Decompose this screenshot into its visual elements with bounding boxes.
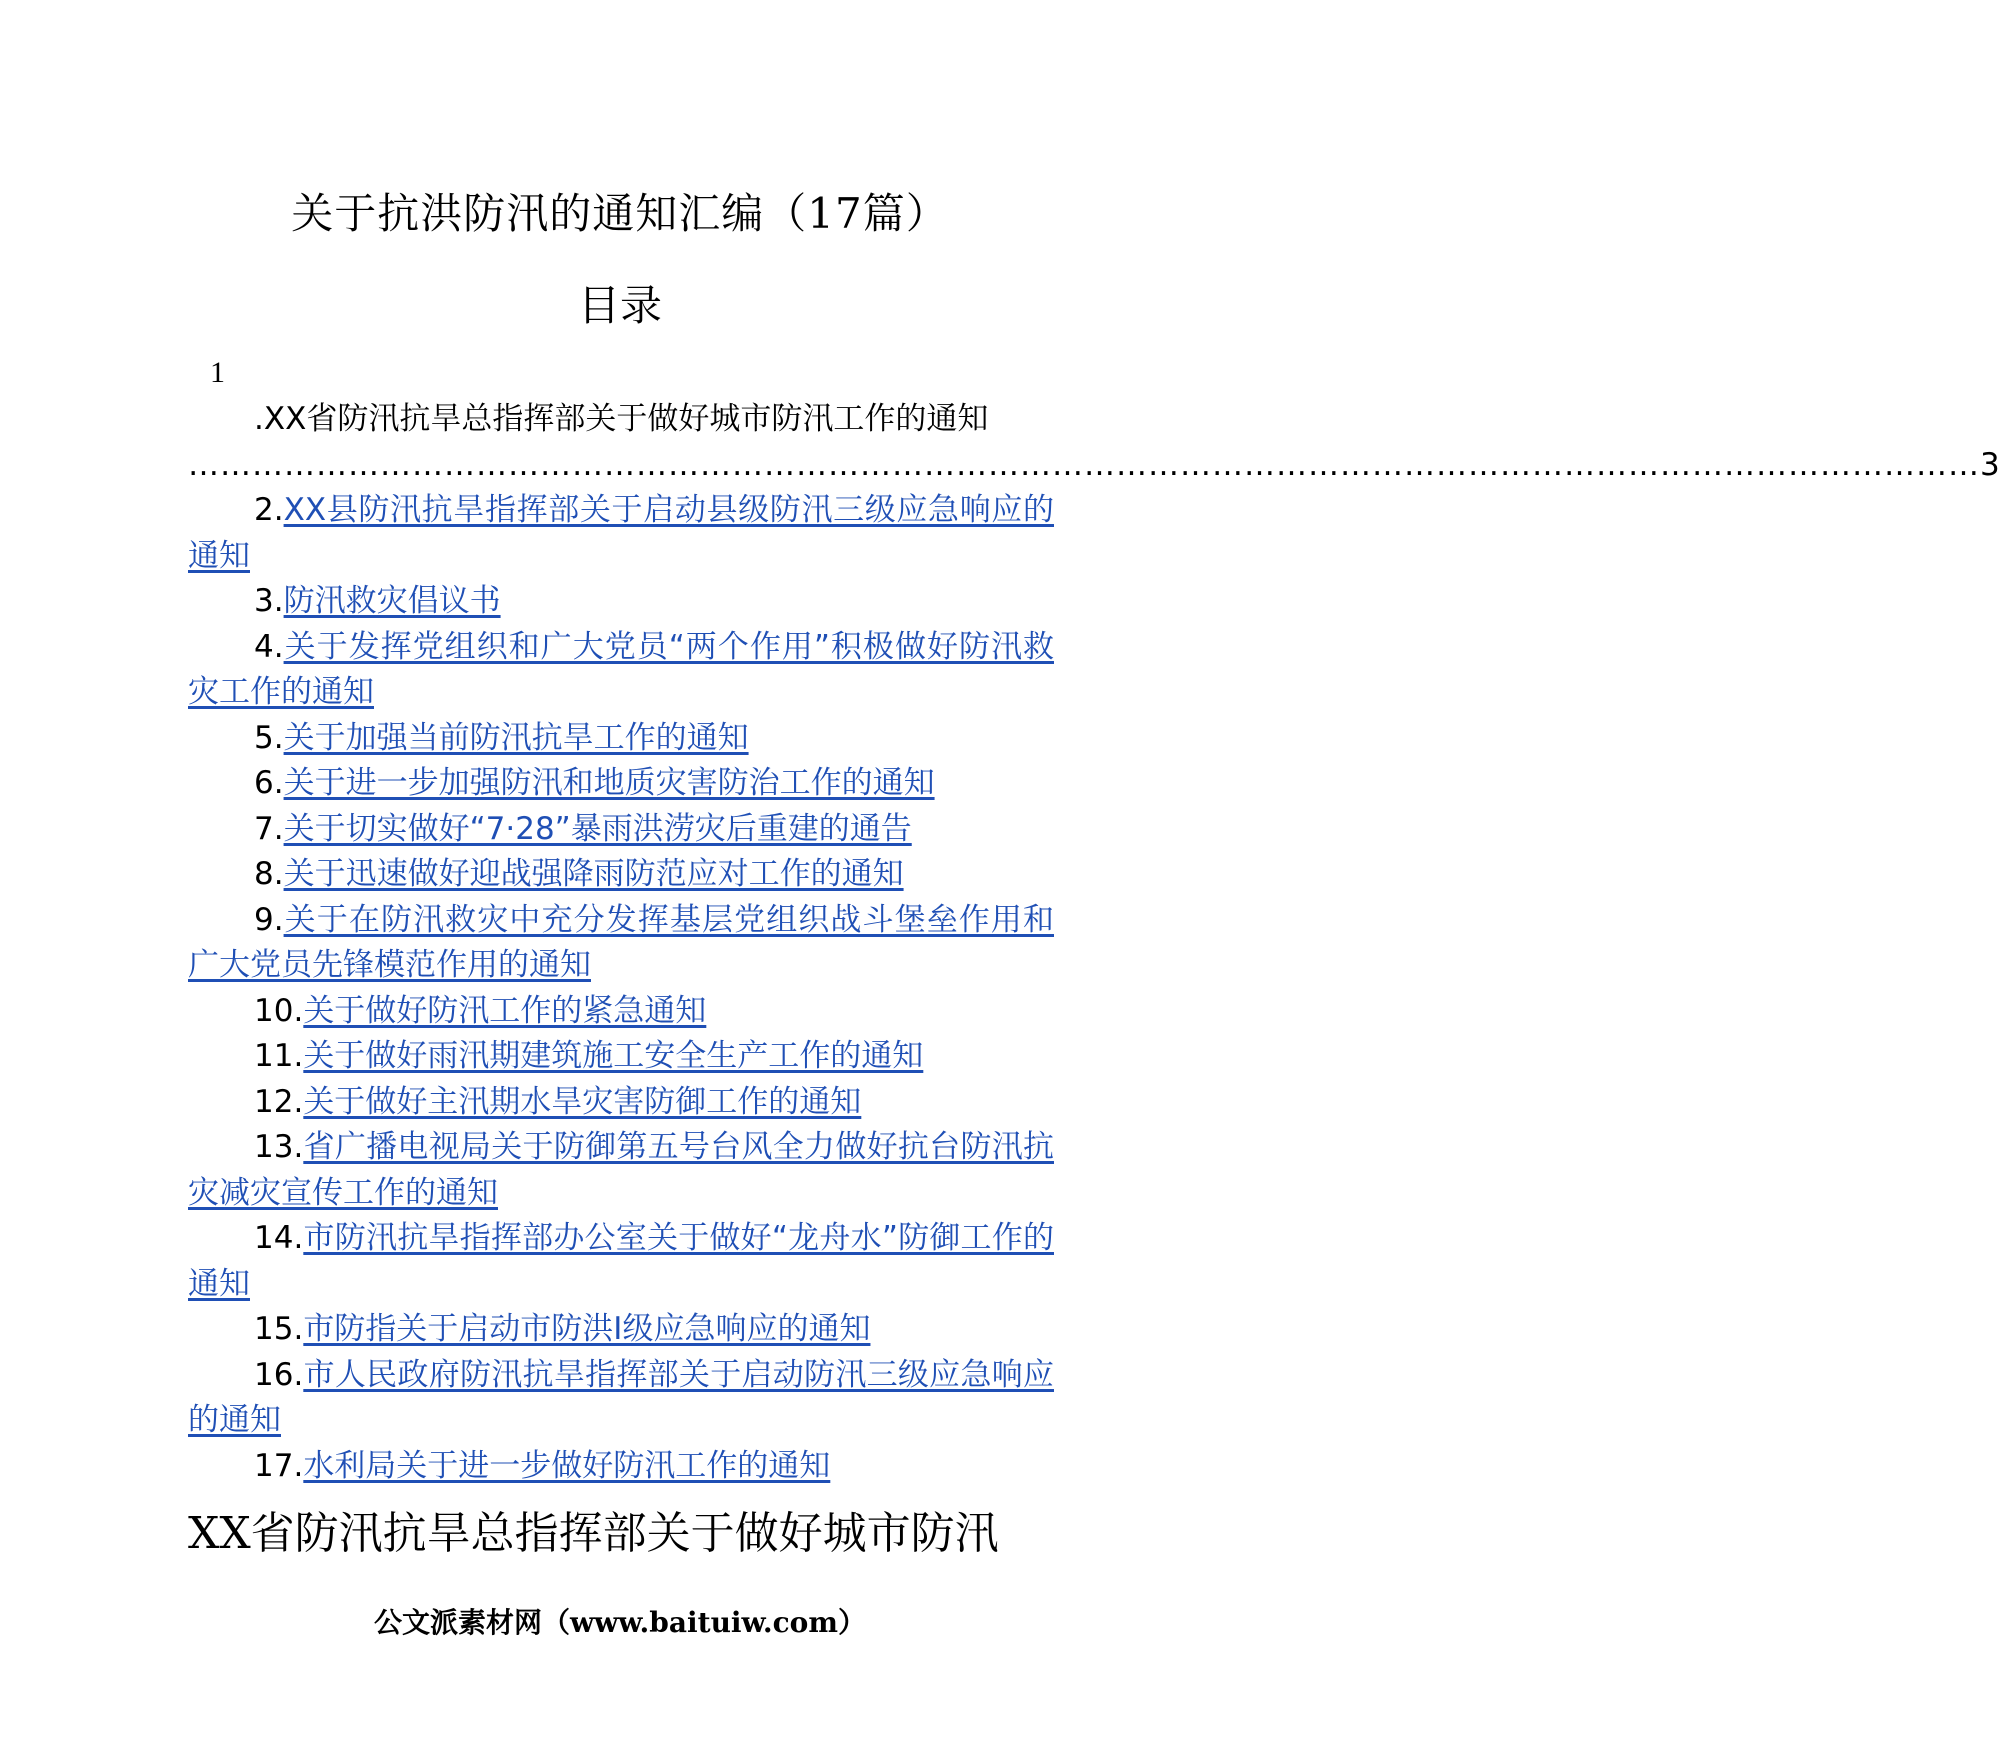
table-of-contents [188,355,2000,1489]
toc-item [188,1216,1054,1307]
toc-item-number: 3. [254,583,284,619]
toc-item [188,625,1054,716]
section-heading-text: 省防汛抗旱总指挥部关于做好城市防汛 [250,1508,999,1559]
toc-item-link[interactable]: 关于做好主汛期水旱灾害防御工作的通知 [303,1083,862,1120]
toc-item-number: 6. [254,765,284,801]
toc-item [188,1080,1054,1126]
toc-first-item-number: 1 [210,356,225,389]
toc-item [188,488,1054,579]
document-title [0,186,1240,242]
toc-item-number: 12. [254,1083,304,1120]
toc-item-number: 13. [254,1129,304,1165]
toc-item-link[interactable]: 关于发挥党组织和广大党员“两个作用”积极做好防汛救灾工作的通知 [188,628,1054,710]
toc-item-link[interactable]: 关于切实做好“7·28”暴雨洪涝灾后重建的通告 [283,810,912,847]
toc-item-number: 8. [254,856,284,892]
toc-item [188,1034,1054,1080]
section-heading [188,1503,1054,1565]
toc-page-number: 3 [1980,446,2000,483]
footer-source: 公文派素材网（www.baituiw.com） [374,1606,866,1639]
toc-item-link[interactable]: 市人民政府防汛抗旱指挥部关于启动防汛三级应急响应的通知 [188,1356,1054,1438]
section-heading-latin: XX [188,1508,251,1559]
toc-item [188,989,1054,1035]
toc-item [188,1353,1054,1444]
document-title-suffix: 篇） [862,189,949,238]
document-title-number: 17 [807,189,863,238]
toc-heading: 目录 [577,281,662,330]
toc-item [188,852,1054,898]
toc-item [188,807,1054,853]
toc-item-link[interactable]: 省广播电视局关于防御第五号台风全力做好抗台防汛抗灾减灾宣传工作的通知 [188,1129,1054,1211]
toc-item-number: 9. [254,901,284,938]
toc-item-number: 2. [254,492,284,528]
toc-item [188,1444,1054,1490]
toc-dot-leader: …………………………………………………………………………………………………………………………………………………… [188,446,1980,483]
toc-item [188,1307,1054,1353]
toc-item-number: 7. [254,810,284,847]
toc-first-item-leader [188,443,2000,489]
toc-item-list [188,488,1054,1489]
toc-item-number: 16. [254,1356,304,1393]
toc-item [188,761,1054,807]
toc-item-link[interactable]: 关于加强当前防汛抗旱工作的通知 [283,719,749,756]
toc-item [188,1125,1054,1216]
toc-item-number: 10. [254,992,304,1029]
toc-first-item-text: .XX省防汛抗旱总指挥部关于做好城市防汛工作的通知 [254,401,989,437]
toc-item-link[interactable]: 关于在防汛救灾中充分发挥基层党组织战斗堡垒作用和广大党员先锋模范作用的通知 [188,901,1054,983]
document-title-prefix: 关于抗洪防汛的通知汇编（ [291,189,808,238]
toc-item [188,579,1054,625]
toc-item-link[interactable]: 市防指关于启动市防洪Ⅰ级应急响应的通知 [303,1311,871,1347]
toc-item-number: 4. [254,628,284,665]
toc-item-link[interactable]: 市防汛抗旱指挥部办公室关于做好“龙舟水”防御工作的通知 [188,1220,1054,1302]
toc-item [188,898,1054,989]
toc-item-number: 5. [254,719,284,756]
toc-item-number: 11. [254,1038,304,1074]
toc-item-link[interactable]: XX县防汛抗旱指挥部关于启动县级防汛三级应急响应的通知 [188,492,1054,574]
toc-item-link[interactable]: 关于迅速做好迎战强降雨防范应对工作的通知 [283,856,904,892]
toc-item-number: 17. [254,1447,304,1484]
toc-item-link[interactable]: 防汛救灾倡议书 [283,583,501,619]
toc-item-link[interactable]: 关于进一步加强防汛和地质灾害防治工作的通知 [283,765,935,801]
toc-item-number: 15. [254,1311,304,1347]
toc-item-number: 14. [254,1220,304,1256]
toc-item-link[interactable]: 水利局关于进一步做好防汛工作的通知 [303,1447,831,1484]
toc-item-link[interactable]: 关于做好防汛工作的紧急通知 [303,992,707,1029]
toc-item [188,716,1054,762]
toc-item-link[interactable]: 关于做好雨汛期建筑施工安全生产工作的通知 [303,1038,924,1074]
